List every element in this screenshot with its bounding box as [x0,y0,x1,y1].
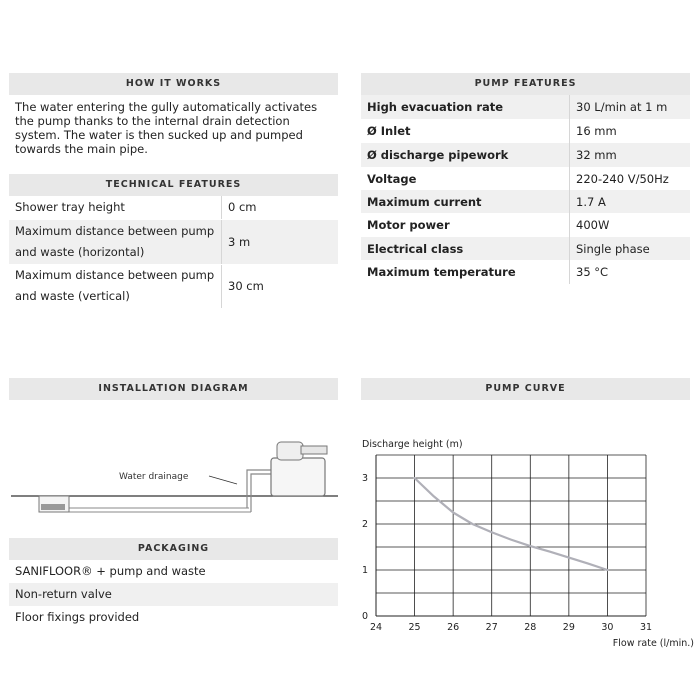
y-tick-label: 1 [361,565,368,576]
table-row [9,219,338,264]
pump-label: Voltage [367,171,417,186]
pump-value: 30 L/min at 1 m [570,95,691,119]
list-item: Non-return valve [9,583,338,606]
tech-label: Maximum distance between pump and waste (vertical) [9,264,222,308]
list-item: Floor fixings provided [15,610,140,624]
packaging-header: PACKAGING [9,538,338,560]
x-tick-label: 31 [639,622,653,633]
pump-outlet [301,446,327,454]
y-tick-label: 0 [361,611,368,622]
pump-features-panel [361,73,690,284]
technical-features-header: TECHNICAL FEATURES [9,174,338,196]
pump-value: 16 mm [570,119,691,143]
pipe-riser [251,474,271,512]
installation-header: INSTALLATION DIAGRAM [9,378,338,400]
pump-value: 400W [570,213,691,237]
tech-label: Shower tray height [9,196,222,219]
label-leader [209,476,237,484]
x-tick-label: 28 [524,622,537,633]
table-row [361,167,690,190]
x-tick-label: 26 [447,622,460,633]
pump-body [271,458,325,496]
x-tick-label: 29 [562,622,575,633]
pump-label: Motor power [367,218,450,232]
pump-curve-panel [361,378,694,664]
x-tick-label: 30 [601,622,614,633]
tech-value: 3 m [222,219,339,264]
table-row [9,196,338,219]
how-it-works-text: The water entering the gully automatically activates the pump thanks to the internal drain detection system. The water is then sucked up and pumped towards the main pipe. [15,100,318,156]
pump-curve-chart [361,400,700,660]
pump-features-table [361,95,690,284]
pump-features-header: PUMP FEATURES [361,73,690,95]
gully-grate [41,504,65,510]
pump-value: Single phase [570,237,691,260]
pump-motor [277,442,303,460]
packaging-panel [9,538,338,629]
x-tick-label: 27 [485,622,498,633]
list-item: SANIFLOOR® + pump and waste [15,564,206,578]
x-tick-label: 25 [408,622,421,633]
y-axis-label: Discharge height (m) [362,439,463,450]
table-row [361,260,690,284]
pump-label: High evacuation rate [361,95,570,119]
table-row [9,264,338,308]
table-row [361,95,690,119]
installation-panel [9,378,338,534]
pump-label: Electrical class [361,237,570,260]
table-row [361,237,690,260]
technical-features-table [9,196,338,309]
pump-value: 220-240 V/50Hz [570,167,691,190]
x-tick-label: 24 [369,622,383,633]
pump-label: Maximum current [361,190,570,213]
how-it-works-panel [9,73,338,161]
installation-diagram [9,400,338,530]
table-row [361,143,690,167]
pump-value: 32 mm [570,143,691,167]
pump-label: Ø Inlet [367,124,411,138]
y-tick-label: 2 [361,519,368,530]
pump-value: 35 °C [570,260,691,284]
water-drainage-label: Water drainage [119,472,189,482]
technical-features-panel [9,174,338,309]
table-row [361,213,690,237]
table-row [361,190,690,213]
table-row [361,119,690,143]
pump-label: Ø discharge pipework [361,143,570,167]
y-tick-label: 3 [361,473,368,484]
pump-label: Maximum temperature [367,265,516,279]
tech-value: 0 cm [222,196,339,219]
tech-value: 30 cm [222,264,339,308]
tech-label: Maximum distance between pump and waste (horizontal) [9,219,222,264]
x-axis-label: Flow rate (l/min.) [612,638,694,649]
pump-value: 1.7 A [570,190,691,213]
how-it-works-header: HOW IT WORKS [9,73,338,95]
pump-curve-header: PUMP CURVE [361,378,690,400]
